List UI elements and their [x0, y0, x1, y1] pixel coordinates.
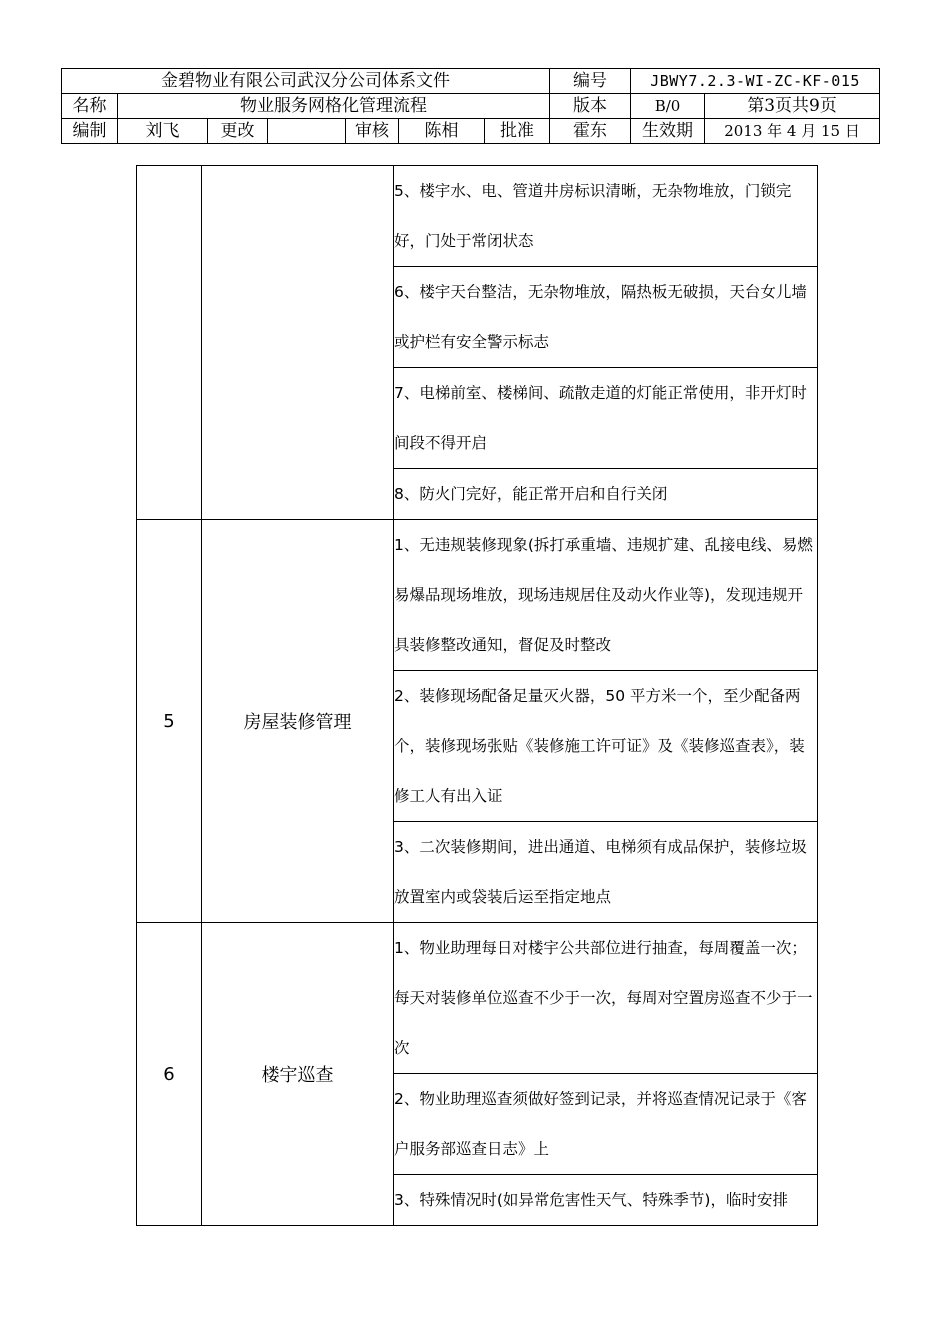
- review-label: 审核: [346, 119, 399, 144]
- company-document-title: 金碧物业有限公司武汉分公司体系文件: [62, 69, 550, 94]
- procedure-table: [136, 165, 818, 1226]
- effective-date: 2013 年 4 月 15 日: [705, 119, 880, 144]
- version-value: B/0: [631, 94, 705, 119]
- approve-value: 霍东: [550, 119, 631, 144]
- document-header-table: [61, 68, 880, 144]
- author-label: 编制: [62, 119, 118, 144]
- document-name: 物业服务网格化管理流程: [118, 94, 550, 119]
- section-number: 6: [137, 923, 202, 1226]
- list-item: 2、物业助理巡查须做好签到记录，并将巡查情况记录于《客户服务部巡查日志》上: [394, 1074, 817, 1175]
- list-item: 3、特殊情况时(如异常危害性天气、特殊季节)，临时安排: [394, 1191, 788, 1209]
- list-item: 1、无违规装修现象(拆打承重墙、违规扩建、乱接电线、易燃易爆品现场堆放，现场违规居住及动火作业等)，发现违规开具装修整改通知，督促及时整改: [394, 520, 817, 671]
- list-item: 3、二次装修期间，进出通道、电梯须有成品保护，装修垃圾放置室内或袋装后运至指定地点: [394, 838, 807, 906]
- code-value: JBWY7.2.3-WI-ZC-KF-015: [631, 69, 880, 94]
- name-label: 名称: [62, 94, 118, 119]
- list-item: 7、电梯前室、楼梯间、疏散走道的灯能正常使用，非开灯时间段不得开启: [394, 368, 817, 469]
- page-info: 第3页共9页: [705, 94, 880, 119]
- change-label: 更改: [208, 119, 268, 144]
- version-label: 版本: [550, 94, 631, 119]
- section-number: [137, 166, 202, 520]
- list-item: 6、楼宇天台整洁，无杂物堆放，隔热板无破损，天台女儿墙或护栏有安全警示标志: [394, 267, 817, 368]
- section-category: 楼宇巡查: [202, 923, 394, 1226]
- section-category: 房屋装修管理: [202, 520, 394, 923]
- review-value: 陈相: [399, 119, 485, 144]
- section-items: [394, 520, 818, 923]
- approve-label: 批准: [485, 119, 550, 144]
- table-row: [137, 166, 818, 520]
- section-items: [394, 166, 818, 520]
- section-items: [394, 923, 818, 1226]
- list-item: 1、物业助理每日对楼宇公共部位进行抽查，每周覆盖一次；每天对装修单位巡查不少于一次，每周对空置房巡查不少于一次: [394, 923, 817, 1074]
- list-item: 5、楼宇水、电、管道井房标识清晰，无杂物堆放，门锁完好，门处于常闭状态: [394, 166, 817, 267]
- section-category: [202, 166, 394, 520]
- change-value: [268, 119, 346, 144]
- table-row: [137, 520, 818, 923]
- table-row: [137, 923, 818, 1226]
- code-label: 编号: [550, 69, 631, 94]
- list-item: 8、防火门完好，能正常开启和自行关闭: [394, 485, 668, 503]
- section-number: 5: [137, 520, 202, 923]
- list-item: 2、装修现场配备足量灭火器，50 平方米一个，至少配备两个，装修现场张贴《装修施工许可证》及《装修巡查表》，装修工人有出入证: [394, 671, 817, 822]
- author-value: 刘飞: [118, 119, 208, 144]
- effective-label: 生效期: [631, 119, 705, 144]
